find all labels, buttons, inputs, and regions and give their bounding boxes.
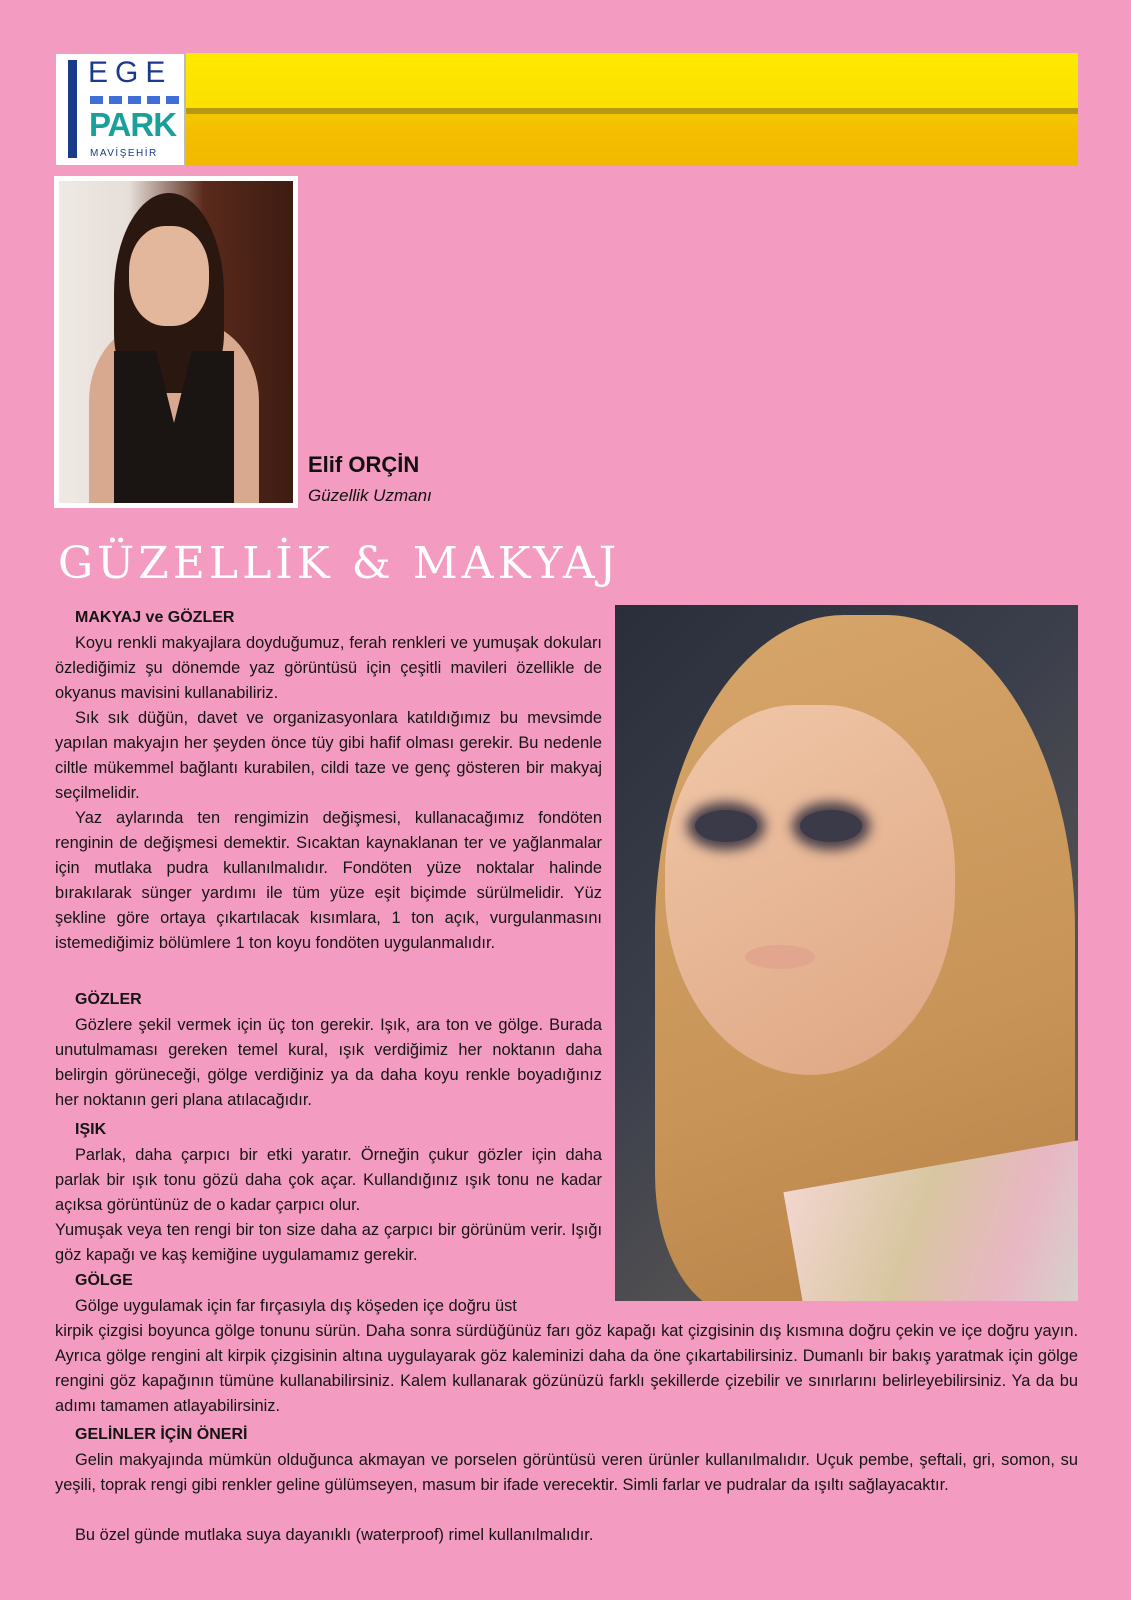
logo-mavisehir: MAVİŞEHİR [90,148,158,159]
paragraph-7b: kirpik çizgisi boyunca gölge tonunu sürün. Daha sonra sürdüğünüz farı göz kapağı kat çizgisinin dış kısmına doğru çekin ve içe doğru yayın. Ayrıca gölge rengini alt kirpik çizgisinin altına uygulayarak göz kaleminizi daha da öne çıkartabilirsiniz. Dumanlı bir bakış yaratmak için gölge rengini göz kapağının tümüne kullanabilirsiniz. Kalem kullanarak gözünüzü farklı şekillerde çizebilir ve sınırlarını belirleyebilirsiniz. Ya da bu adımı tamamen atlayabilirsiniz. [55,1322,1078,1415]
section-heading-gozler: GÖZLER [75,991,142,1008]
author-role: Güzellik Uzmanı [308,486,432,505]
paragraph-8: Gelin makyajında mümkün olduğunca akmayan ve porselen görüntüsü veren ürünler kullanılmalıdır. Uçuk pembe, şeftali, gri, somon, su yeşili, toprak rengi gibi renkler geline gülümseyen, masum bir ifade verecektir. Simli farlar ve pudralar da ışıltı sağlayacaktır. [55,1451,1078,1494]
paragraph-1: Koyu renkli makyajlara doyduğumuz, ferah renkleri ve yumuşak dokuları özlediğimiz şu dönemde yaz görüntüsü için çeşitli mavileri özellikle de okyanus mavisini kullanabiliriz. [55,634,602,702]
egepark-logo [55,53,185,166]
logo-bar [68,60,77,158]
model-photo [615,605,1078,1301]
header-banner [186,53,1078,166]
paragraph-9: Bu özel günde mutlaka suya dayanıklı (waterproof) rimel kullanılmalıdır. [75,1526,594,1544]
section-heading-gelinler: GELİNLER İÇİN ÖNERİ [75,1426,248,1443]
section-heading-isik: IŞIK [75,1121,107,1138]
author-photo [54,176,298,508]
logo-ege: EGE [88,56,173,89]
paragraph-7a: Gölge uygulamak için far fırçasıyla dış köşeden içe doğru üst [75,1297,517,1315]
author-name: Elif ORÇİN [308,452,420,477]
paragraph-4: Gözlere şekil vermek için üç ton gerekir. Işık, ara ton ve gölge. Burada unutulmaması gereken temel kural, ışık verdiğimiz her noktanın daha belirgin görüneceği, gölge verdiğiniz ya da daha koyu renkle boyadığınız her noktanın geri plana atılacağıdır. [55,1016,602,1109]
section-heading-makyaj: MAKYAJ ve GÖZLER [75,609,235,626]
logo-squares [90,96,179,104]
paragraph-3: Yaz aylarında ten rengimizin değişmesi, kullanacağımız fondöten renginin de değişmesi demektir. Sıcaktan kaynaklanan ter ve yağlanmalar için mutlaka pudra kullanılmalıdır. Fondöten yüze noktalar halinde bırakılarak sünger yardımı ile tüm yüze eşit biçimde sürülmelidir. Yüz şekline göre ortaya çıkartılacak kısımlara, 1 ton açık, vurgulanmasını istemediğimiz bölümlere 1 ton koyu fondöten uygulanmalıdır. [55,809,602,952]
paragraph-6: Yumuşak veya ten rengi bir ton size daha az çarpıcı bir görünüm verir. Işığı göz kapağı ve kaş kemiğine uygulamamız gerekir. [55,1221,602,1264]
paragraph-5: Parlak, daha çarpıcı bir etki yaratır. Örneğin çukur gözler için daha parlak bir ışık tonu gözü daha çok açar. Kullandığınız ışık tonu ne kadar açıksa görüntünüz de o kadar çarpıcı olur. [55,1146,602,1214]
paragraph-2: Sık sık düğün, davet ve organizasyonlara katıldığımız bu mevsimde yapılan makyajın her şeyden önce tüy gibi hafif olması gerekir. Bu nedenle ciltle mükemmel bağlantı kurabilen, cildi taze ve genç gösteren bir makyaj seçilmelidir. [55,709,602,802]
section-heading-golge: GÖLGE [75,1272,133,1289]
logo-park: PARK [89,106,177,143]
page-title: GÜZELLİK & MAKYAJ [58,538,621,589]
